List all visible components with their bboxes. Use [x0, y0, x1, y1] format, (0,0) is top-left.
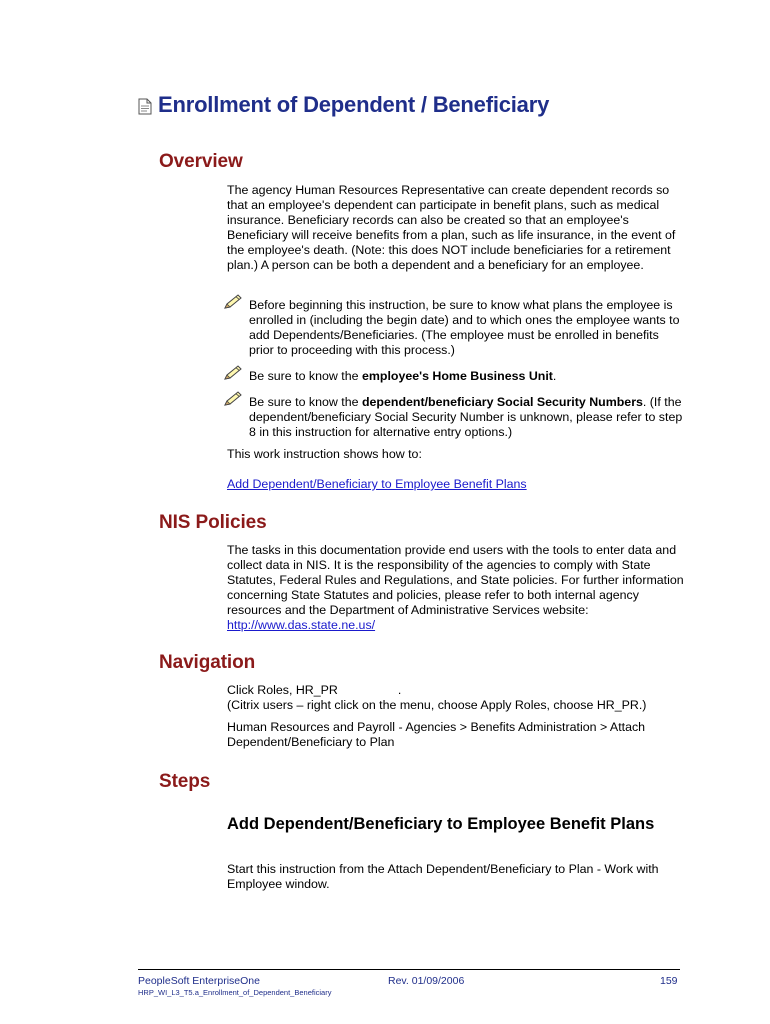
footer-product: PeopleSoft EnterpriseOne: [138, 975, 260, 987]
note-text: .: [552, 369, 557, 383]
steps-body: Start this instruction from the Attach Dependent/Beneficiary to Plan - Work with Employee window.: [227, 862, 659, 891]
roles-period: .: [397, 683, 402, 697]
note-bold-text: employee's Home Business Unit: [361, 369, 553, 383]
note-ssn: [249, 395, 685, 440]
note-text: Be sure to know the: [249, 395, 362, 409]
add-dependent-link-row: [227, 477, 685, 492]
steps-subheading: Add Dependent/Beneficiary to Employee Benefit Plans: [227, 815, 655, 833]
footer-filename: HRP_WI_L3_T5.a_Enrollment_of_Dependent_Beneficiary: [138, 988, 332, 997]
overview-body: The agency Human Resources Representative can create dependent records so that an employee's dependent can participate in benefit plans, such as medical insurance. Beneficiary records can also be created so that an employee's Beneficiary will receive benefits from a plan, such as life insurance, in the event of the employee's death. (Note: this does NOT include beneficiaries for a retirement plan.) A person can be both a dependent and a beneficiary for an employee.: [227, 183, 676, 272]
footer-page-number: 159: [660, 975, 678, 987]
document-title: Enrollment of Dependent / Beneficiary: [158, 92, 550, 117]
add-dependent-link[interactable]: Add Dependent/Beneficiary to Employee Benefit Plans: [227, 477, 527, 491]
roles-instruction: Click Roles, HR_PR: [227, 683, 338, 697]
navigation-heading: Navigation: [159, 652, 256, 673]
navigation-path: Human Resources and Payroll - Agencies > Benefits Administration > Attach Dependent/Beneficiary to Plan: [227, 720, 646, 749]
note-home-business-unit: [249, 369, 685, 384]
note-plans: Before beginning this instruction, be sure to know what plans the employee is enrolled in (including the begin date) and to which ones the employee wants to add Dependents/Beneficiaries. (The employee must be enrolled in benefits prior to proceeding with this process.): [249, 298, 680, 357]
pencil-note-icon: [222, 293, 244, 311]
overview-heading: Overview: [159, 151, 243, 172]
nis-policies-heading: NIS Policies: [159, 512, 267, 533]
footer-revision: Rev. 01/09/2006: [388, 975, 465, 987]
navigation-roles: [227, 683, 685, 713]
shows-how-text: This work instruction shows how to:: [227, 447, 422, 461]
footer-divider: [138, 969, 680, 970]
pencil-note-icon: [222, 390, 244, 408]
citrix-instruction: (Citrix users – right click on the menu, choose Apply Roles, choose HR_PR.): [227, 698, 647, 712]
note-bold-text: dependent/beneficiary Social Security Numbers: [361, 395, 643, 409]
note-text: Be sure to know the: [249, 369, 362, 383]
nis-policies-body: [227, 543, 685, 633]
pencil-note-icon: [222, 364, 244, 382]
nis-policies-text: The tasks in this documentation provide end users with the tools to enter data and collect data in NIS. It is the responsibility of the agencies to comply with State Statutes, Federal Rules and Regulations, and State policies. For further information concerning State Statutes and policies, please refer to both internal agency resources and the Department of Administrative Services website:: [227, 543, 684, 617]
title-row: [138, 92, 549, 118]
das-website-link[interactable]: http://www.das.state.ne.us/: [227, 618, 376, 632]
note-text: . (If the dependent/beneficiary Social Security Number is unknown, please refer to step 8 in this instruction for alternative entry options.): [249, 395, 683, 439]
steps-heading: Steps: [159, 771, 211, 792]
document-icon: [138, 98, 152, 115]
